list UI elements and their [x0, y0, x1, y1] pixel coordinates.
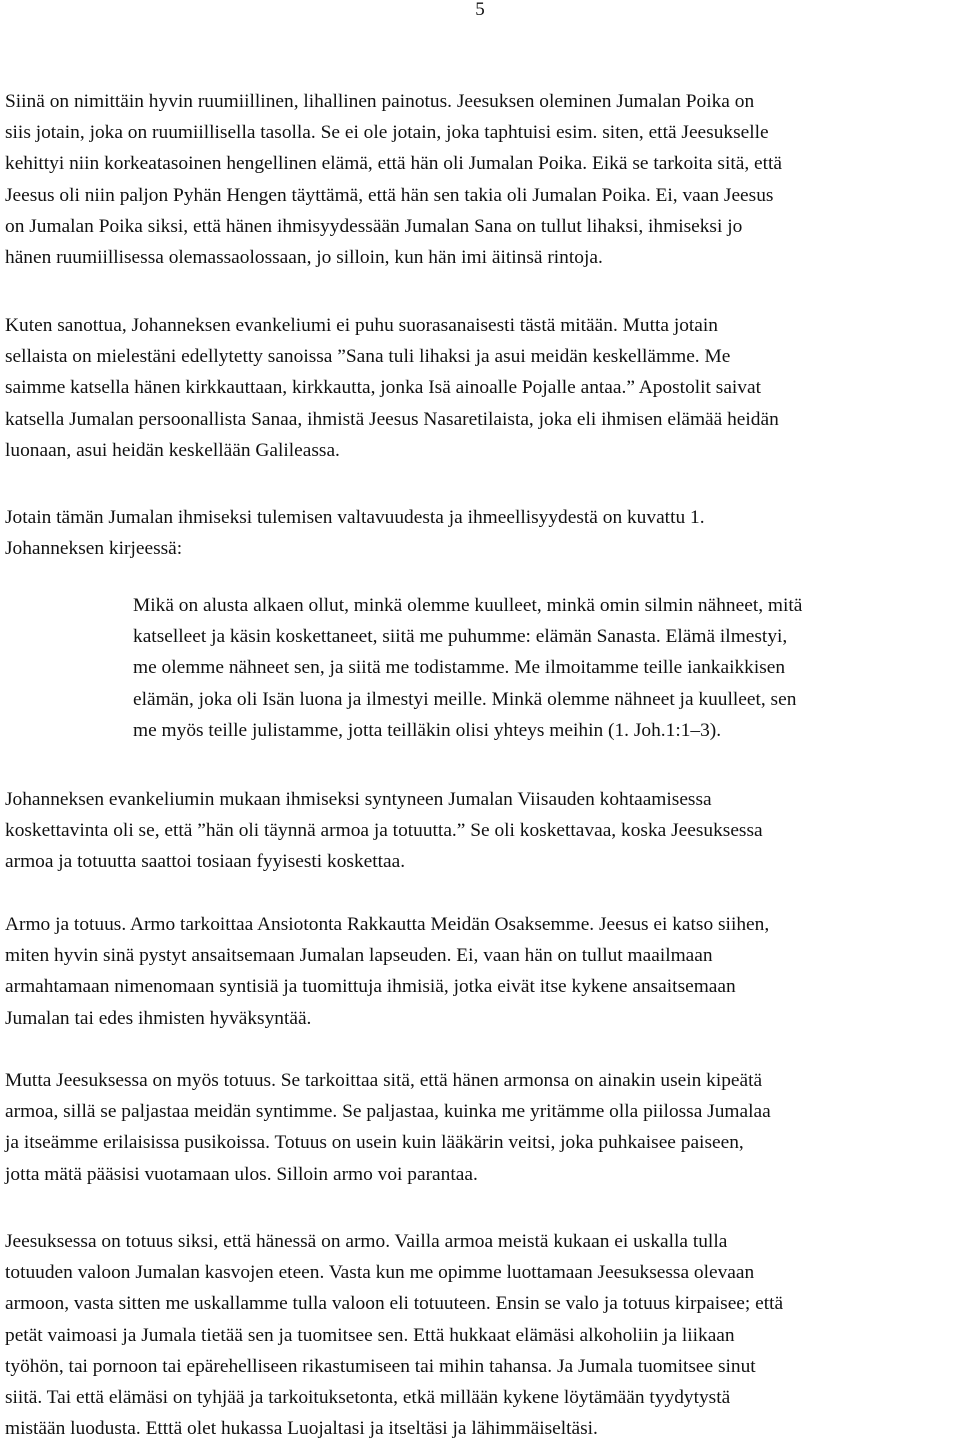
text-line: jotta mätä pääsisi vuotamaan ulos. Silloin armo voi parantaa. [5, 1163, 478, 1185]
text-line: siis jotain, joka on ruumiillisella tasolla. Se ei ole jotain, joka taphtuisi esim. siten, että Jeesukselle [5, 122, 769, 144]
text-line: totuuden valoon Jumalan kasvojen eteen. Vasta kun me opimme luottamaan Jeesuksessa olevaan [5, 1262, 755, 1284]
text-line: koskettavinta oli se, että ”hän oli täynnä armoa ja totuutta.” Se oli koskettavaa, koska Jeesuksessa [5, 820, 763, 842]
text-line: saimme katsella hänen kirkkauttaan, kirkkautta, jonka Isä ainoalle Pojalle antaa.” Apostolit saivat [5, 377, 761, 399]
text-line: kehittyi niin korkeatasoinen hengellinen elämä, että hän oli Jumalan Poika. Eikä se tarkoita sitä, että [5, 153, 783, 175]
text-line: sellaista on mielestäni edellytetty sanoissa ”Sana tuli lihaksi ja asui meidän keskellämme. Me [5, 346, 731, 368]
text-line: petät vaimoasi ja Jumala tietää sen ja tuomitsee sen. Että hukkaat elämäsi alkoholiin ja liikaan [5, 1324, 735, 1346]
quote-line: me olemme nähneet sen, ja siitä me todistamme. Me ilmoitamme teille iankaikkisen [133, 657, 786, 679]
text-line: luonaan, asui heidän keskellään Galileassa. [5, 439, 340, 461]
text-line: työhön, tai pornoon tai epärehelliseen rikastumiseen tai mihin tahansa. Ja Jumala tuomitsee sinut [5, 1355, 756, 1377]
text-line: Mutta Jeesuksessa on myös totuus. Se tarkoittaa sitä, että hänen armonsa on ainakin usein kipeätä [5, 1070, 763, 1091]
text-line: siitä. Tai että elämäsi on tyhjää ja tarkoituksetonta, etkä millään kykene löytämään tyydytystä [5, 1387, 731, 1408]
text-line: mistään luodusta. Etttä olet hukassa Luojaltasi ja itseltäsi ja lähimmäiseltäsi. [5, 1418, 598, 1440]
text-line: Armo ja totuus. Armo tarkoittaa Ansiotonta Rakkautta Meidän Osaksemme. Jeesus ei katso siihen, [5, 914, 770, 935]
text-line: miten hyvin sinä pystyt ansaitsemaan Jumalan lapseuden. Ei, vaan hän on tullut maailmaan [5, 945, 713, 967]
text-line: armoa ja totuutta saattoi tosiaan fyyisesti koskettaa. [5, 851, 406, 873]
quote-line: elämän, joka oli Isän luona ja ilmestyi meille. Minkä olemme nähneet ja kuulleet, sen [133, 688, 797, 710]
quote-line: Mikä on alusta alkaen ollut, minkä olemme kuulleet, minkä omin silmin nähneet, mitä [133, 595, 803, 616]
text-line: Siinä on nimittäin hyvin ruumiillinen, lihallinen painotus. Jeesuksen oleminen Jumalan Poika on [5, 91, 755, 112]
text-line: ja itseämme erilaisissa pusikoissa. Totuus on usein kuin lääkärin veitsi, joka puhkaisee paiseen, [5, 1132, 744, 1154]
text-line: Jotain tämän Jumalan ihmiseksi tulemisen valtavuudesta ja ihmeellisyydestä on kuvattu 1. [5, 507, 705, 528]
text-line: Jumalan tai edes ihmisten hyväksyntää. [5, 1007, 312, 1029]
quote-line: me myös teille julistamme, jotta teilläkin olisi yhteys meihin (1. Joh.1:1–3). [133, 719, 722, 741]
text-line: Jeesus oli niin paljon Pyhän Hengen täyttämä, että hän sen takia oli Jumalan Poika. Ei, vaan Jeesus [5, 184, 774, 206]
text-line: armoa, sillä se paljastaa meidän syntimme. Se paljastaa, kuinka me yritämme olla piilossa Jumalaa [5, 1101, 771, 1123]
text-line: hänen ruumiillisessa olemassaolossaan, jo silloin, kun hän imi äitinsä rintoja. [5, 247, 603, 268]
quote-line: katselleet ja käsin koskettaneet, siitä me puhumme: elämän Sanasta. Elämä ilmestyi, [133, 626, 788, 648]
text-line: Johanneksen evankeliumin mukaan ihmiseksi syntyneen Jumalan Viisauden kohtaamisessa [5, 789, 712, 810]
text-line: Johanneksen kirjeessä: [5, 538, 183, 560]
text-line: katsella Jumalan persoonallista Sanaa, ihmistä Jeesus Nasaretilaista, joka eli ihmisen elämää heidän [5, 408, 779, 430]
text-line: armahtamaan nimenomaan syntisiä ja tuomittuja ihmisiä, jotka eivät itse kykene ansaitsemaan [5, 976, 736, 998]
text-line: on Jumalan Poika siksi, että hänen ihmisyydessään Jumalan Sana on tullut lihaksi, ihmiseksi jo [5, 215, 743, 237]
page-number: 5 [475, 0, 485, 20]
text-line: Kuten sanottua, Johanneksen evankeliumi ei puhu suorasanaisesti tästä mitään. Mutta jotain [5, 315, 718, 336]
text-line: armoon, vasta sitten me uskallamme tulla valoon eli totuuteen. Ensin se valo ja totuus kirpaisee; että [5, 1293, 784, 1315]
text-line: Jeesuksessa on totuus siksi, että hänessä on armo. Vailla armoa meistä kukaan ei uskalla tulla [5, 1231, 728, 1252]
